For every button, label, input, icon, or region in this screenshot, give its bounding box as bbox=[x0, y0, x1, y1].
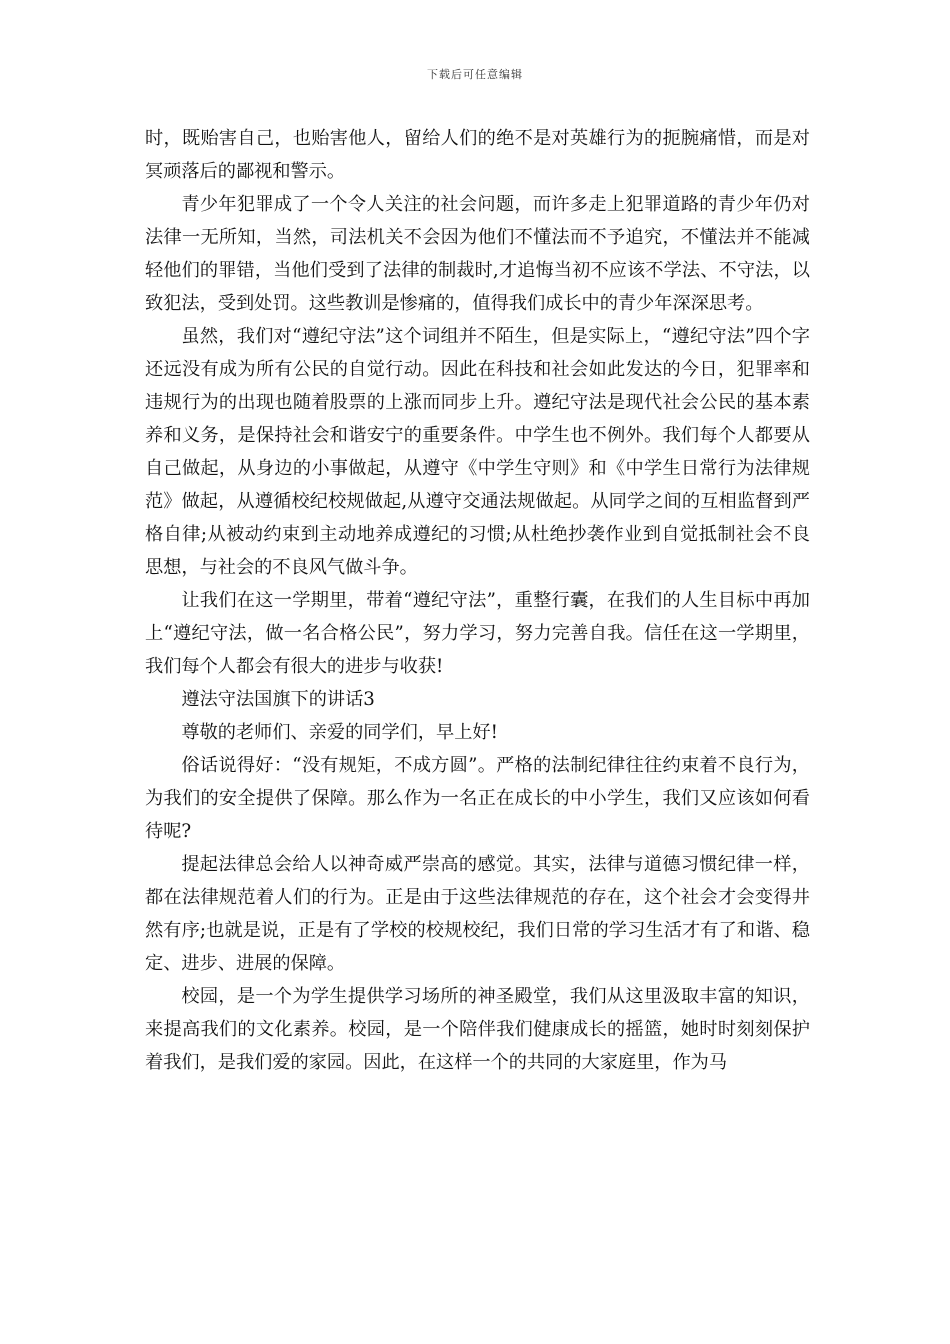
paragraph: 俗话说得好：“没有规矩，不成方圆”。严格的法制纪律往往约束着不良行为，为我们的安全提供了保障。那么作为一名正在成长的中小学生，我们又应该如何看待呢? bbox=[145, 755, 810, 842]
paragraph: 青少年犯罪成了一个令人关注的社会问题，而许多走上犯罪道路的青少年仍对法律一无所知，当然，司法机关不会因为他们不懂法而不予追究，不懂法并不能减轻他们的罪错，当他们受到了法律的制裁时,才追悔当初不应该不学法、不守法，以致犯法，受到处罚。这些教训是惨痛的，值得我们成长中的青少年深深思考。 bbox=[145, 194, 810, 314]
document-body bbox=[145, 122, 810, 1079]
page-header: 下载后可任意编辑 bbox=[427, 68, 523, 81]
paragraph: 让我们在这一学期里，带着“遵纪守法”，重整行囊，在我们的人生目标中再加上“遵纪守法，做一名合格公民”，努力学习，努力完善自我。信任在这一学期里，我们每个人都会有很大的进步与收获! bbox=[145, 590, 810, 677]
paragraph: 提起法律总会给人以神奇威严崇高的感觉。其实，法律与道德习惯纪律一样，都在法律规范着人们的行为。正是由于这些法律规范的存在，这个社会才会变得井然有序;也就是说，正是有了学校的校规校纪，我们日常的学习生活才有了和谐、稳定、进步、进展的保障。 bbox=[145, 854, 810, 974]
section-title: 遵法守法国旗下的讲话3 bbox=[181, 689, 375, 710]
paragraph: 校园，是一个为学生提供学习场所的神圣殿堂，我们从这里汲取丰富的知识，来提高我们的文化素养。校园，是一个陪伴我们健康成长的摇篮，她时时刻刻保护着我们，是我们爱的家园。因此，在这样一个的共同的大家庭里，作为马 bbox=[145, 986, 810, 1073]
paragraph-continued: 时，既贻害自己，也贻害他人，留给人们的绝不是对英雄行为的扼腕痛惜，而是对冥顽落后的鄙视和警示。 bbox=[145, 128, 810, 182]
paragraph: 虽然，我们对“遵纪守法”这个词组并不陌生，但是实际上，“遵纪守法”四个字还远没有成为所有公民的自觉行动。因此在科技和社会如此发达的今日，犯罪率和违规行为的出现也随着股票的上涨而同步上升。遵纪守法是现代社会公民的基本素养和义务，是保持社会和谐安宁的重要条件。中学生也不例外。我们每个人都要从自己做起，从身边的小事做起，从遵守《中学生守则》和《中学生日常行为法律规范》做起，从遵循校纪校规做起,从遵守交通法规做起。从同学之间的互相监督到严格自律;从被动约束到主动地养成遵纪的习惯;从杜绝抄袭作业到自觉抵制社会不良思想，与社会的不良风气做斗争。 bbox=[145, 326, 810, 578]
greeting: 尊敬的老师们、亲爱的同学们，早上好! bbox=[181, 722, 498, 743]
